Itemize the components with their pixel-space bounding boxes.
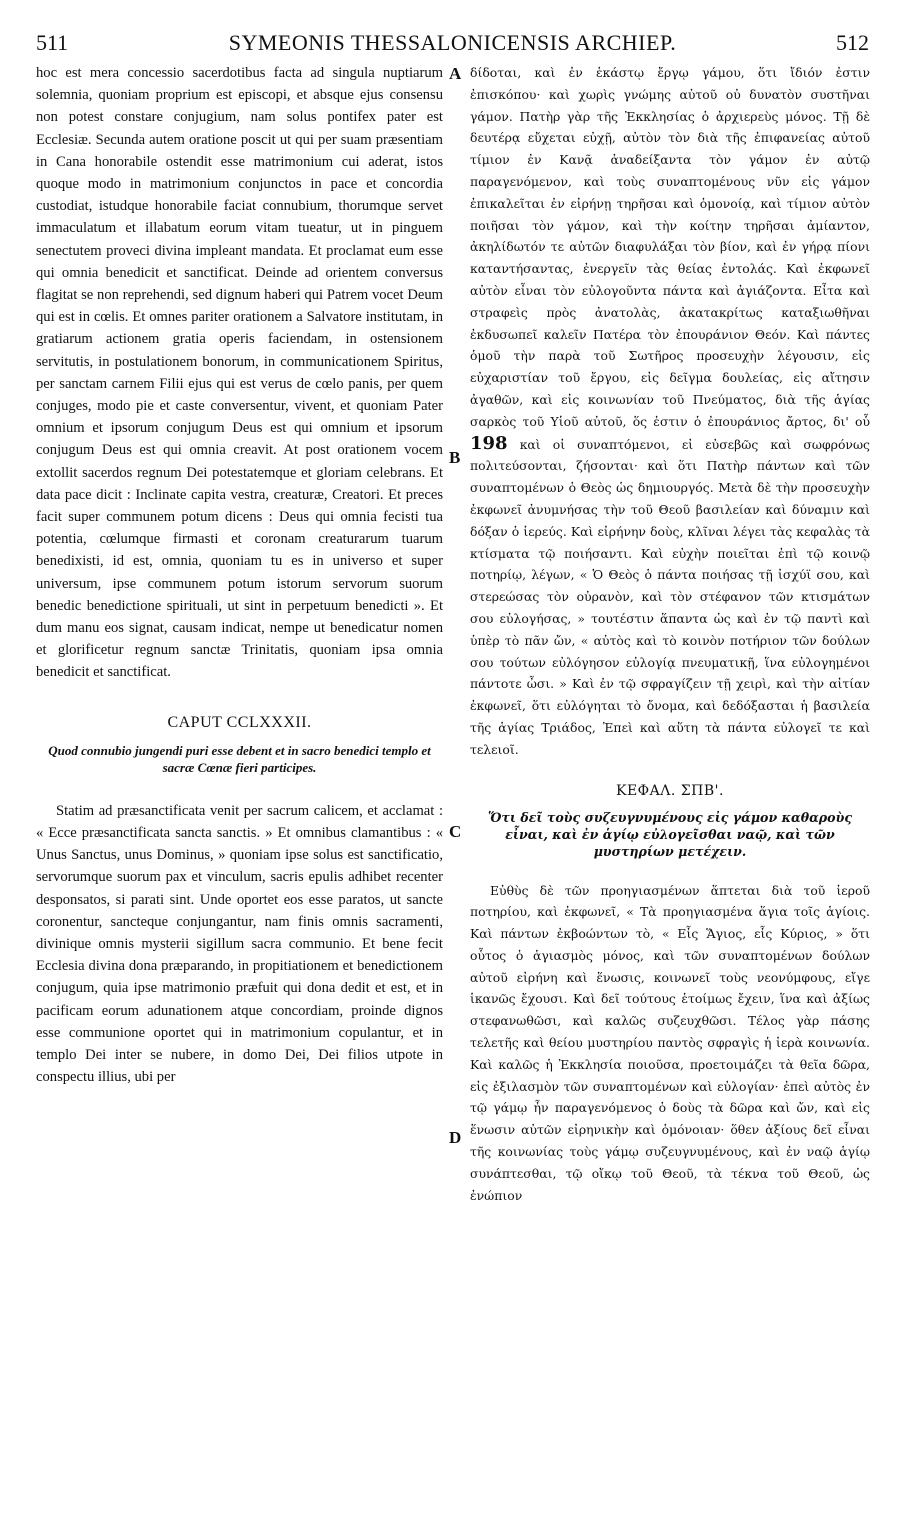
running-title: SYMEONIS THESSALONICENSIS ARCHIEP.: [228, 30, 677, 55]
margin-letter-a: A: [449, 64, 462, 83]
page-number-left: 511: [36, 30, 69, 55]
greek-paragraph-2: Εὐθὺς δὲ τῶν προηγιασμένων ἅπτεται διὰ τοῦ ἱεροῦ ποτηρίου, καὶ ἐκφωνεῖ, « Τὰ προηγιασμένα ἅγια τοῖς ἁγίοις. Καὶ πάντων ἐκβοώντων τὸ, « Εἷς Ἅγιος, εἷς Κύριος, » ὅτι οὗτος ὁ ἁγιασμὸς μόνος, καὶ τῶν συναπτομένων δούλων αὐτοῦ εἰρήνη καὶ ἕνωσις, κοινωνεῖ τοὺς νεονύμφους, εἴγε ἱκανῶς ἔχουσι. Καὶ δεῖ τούτους ἑτοίμως ἔχειν, ἵνα καὶ ἀξίως στεφανωθῶσι, καὶ καλῶς συζευχθῶσι. Τέλος γὰρ πάσης τελετῆς καὶ θείου μυστηρίου παντὸς σφραγὶς ἡ ἱερὰ κοινωνία. Καὶ καλῶς ἡ Ἐκκλησία ποιοῦσα, προετοιμάζει τὰ θεῖα δῶρα, εἰς ἐξιλασμὸν τῶν συναπτομένων καὶ εὐλογίαν· ἐπεὶ αὐτὸς ἐν τῷ γάμῳ ἦν παραγενόμενος ὁ δοὺς τὰ δῶρα καὶ ὤν, καὶ εἰς ἕνωσιν αὐτῶν εἰρηνικὴν καὶ ὁμόνοιαν· ὅθεν ἀξίους δεῖ εἶναι τῆς κοινωνίας τοὺς γάμῳ συζευγνυμένους, καὶ ἐν ναῷ ἁγίῳ συνάπτεσθαι, τῷ οἴκῳ τοῦ Θεοῦ, τὰ τέκνα τοῦ Θεοῦ, ὡς ἐνώπιον: [470, 882, 870, 1203]
margin-letter-d: D: [449, 1128, 462, 1147]
page-number-right: 512: [836, 30, 869, 55]
latin-paragraph-1: hoc est mera concessio sacerdotibus facta ad singula nuptiarum solemnia, quoniam proprium est episcopi, et absque ejus consensu non potest constare conjugium, nam solus pontifex pater est Ecclesiæ. Secunda autem oratione poscit ut qui per suam præsentiam in Cana honorabile ostendit esse matrimonium cui aderat, istos quoque modo in matrimonium conjunctos in pace et concordia custodiat, istudque honorabile faciat connubium, thorumque servet immaculatum et illabatum eorum vitam tueatur, ut in pinguem senectutem proveci divina impleant mandata. Et proclamat eum esse qui omnia benedicit et sanctificat. Deinde ad orientem conversus flagitat se non reprehendi, sed dignum haberi qui Patrem vocet Deum qui est in cœlis. Et omnes pariter orationem a Salvatore institutam, in gratiarum actionem gratia operis faciendam, in ostensionem servitutis, in postulationem bonorum, in communicationem Spiritus, per sanctam carnem Filii ejus qui est verus de cœlo panis, per quem conjuges, modo pie et caste conversentur, vivent, et quoniam Pater omnium et ipsorum conjugum Deus est qui omnium et ipsorum conjugum Deus est qui omnia creavit. At post orationem vocem extollit sacerdos regnum Dei potestatemque et gloriam celebrans. Et data pace dicit : Inclinate capita vestra, creaturæ, Creatori. Et preces facit super communem potum dicens : Deus qui omnia fecisti tua potentia, cœlumque firmasti et coronam creaturarum tuarum benedixisti, id est, omnia, quoniam tu es in universo et super universum, ipse communem potum istorum servorum suorum benedic benedictione spirituali, ut sint in perpetuum benedicti ». Et dum manu eos signat, causam indicat, nempe ut benedicatur nomen et glorificetur regnum sanctæ Trinitatis, quoniam ipsa omnia benedicit et sanctificat.: [36, 65, 443, 681]
greek-paragraph-1-part-a: δίδοται, καὶ ἐν ἑκάστῳ ἔργῳ γάμου, ὅτι ἴδιόν ἐστιν ἐπισκόπου· καὶ χωρὶς γνώμης αὐτοῦ οὐ δυνατὸν συστῆναι γάμον. Πατὴρ γὰρ τῆς Ἐκκλησίας ὁ ἀρχιερεὺς μόνος. Τῇ δὲ δευτέρᾳ εὔχεται εὐχῇ, αὐτὸν τὸν διὰ τῆς ἐπιφανείας αὐτοῦ τίμιον ἐν Κανᾷ ἀναδείξαντα τὸν γάμον ἐν αὐτῷ παραγενόμενον, καὶ τοὺς συναπτομένους νῦν εἰς γάμον ἐπικαλεῖται ἐν εἰρήνῃ τηρῆσαι καὶ ὁμονοίᾳ, καὶ τίμιον αὐτὸν ποιῆσαι τὸν γάμον, καὶ τὴν κοίτην τηρῆσαι ἀμίαντον, ἀκηλίδωτόν τε αὐτῶν διαφυλάξαι τὸν βίον, καὶ ἐν γήρᾳ πίονι καταντήσαντας, ἐνεργεῖν τὰς θείας ἐντολάς. Καὶ ἐκφωνεῖ αὐτὸν εἶναι τὸν εὐλογοῦντα πάντα καὶ ἁγιάζοντα. Εἶτα καὶ στραφεὶς πρὸς ἀνατολὰς, ἀκατακρίτως καταξιωθῆναι ἐκδυσωπεῖ καλεῖν Πατέρα τὸν ἐπουράνιον Θεόν. Καὶ πάντες ὁμοῦ τὴν παρὰ τοῦ Σωτῆρος προσευχὴν λέγουσιν, εἰς εὐχαριστίαν τοῦ ἔργου, εἰς δεῖγμα δουλείας, εἰς αἴτησιν ἀγαθῶν, καὶ εἰς κοινωνίαν τοῦ Πνεύματος, διὰ τῆς ἁγίας σαρκὸς τοῦ Υἱοῦ αὐτοῦ, ὅς ἐστιν ὁ ἐπουράνιος ἄρτος, δι' οὗ: [470, 65, 870, 429]
page-header: [36, 30, 869, 56]
greek-column: [470, 62, 870, 1522]
margin-letter-c: C: [449, 822, 462, 841]
latin-chapter-title: CAPUT CCLXXXII.: [167, 713, 312, 731]
latin-column: [36, 62, 443, 1522]
latin-chapter-argument: Quod connubio jungendi puri esse debent et in sacro benedici templo et sacræ Cœnæ fieri participes.: [48, 742, 431, 775]
latin-paragraph-2: Statim ad præsanctificata venit per sacrum calicem, et acclamat : « Ecce præsanctificata sancta sanctis. » Et omnibus clamantibus : « Unus Sanctus, unus Dominus, » quoniam ipse solus est sanctificatio, servorumque suorum pax et vinculum, sacris epulis adhibet recenter desponsatos, si parati sint. Unde oportet eos esse paratos, ut sancte coronentur, sancteque conjungantur, nam finis omnis sacramenti, divinique omnis mysterii sigillum sacra communio. Et bene fecit Ecclesia divina dona præparando, in propitiationem et benedictionem conjugum, quia ipse matrimonio præfuit qui dona dedit et est, et in pacificam eorum adunationem atque concordiam, proinde dignos esse communione oportet qui in matrimonium copulantur, et in templo Dei inter se nubere, in domo Dei, Dei filios utpote in conspectu illius, ubi per: [36, 802, 443, 1086]
greek-chapter-argument: Ὅτι δεῖ τοὺς συζευγνυμένους εἰς γάμον καθαροὺς εἶναι, καὶ ἐν ἁγίῳ εὐλογεῖσθαι ναῷ, καὶ τῶν μυστηρίων μετέχειν.: [487, 809, 852, 859]
greek-chapter-title: ΚΕΦΑΛ. ΣΠΒ'.: [616, 782, 724, 799]
greek-paragraph-1: [470, 62, 870, 761]
margin-letter-b: B: [449, 448, 461, 467]
greek-paragraph-1-part-b: καὶ οἱ συναπτόμενοι, εἰ εὐσεβῶς καὶ σωφρόνως πολιτεύσονται, ζήσονται· καὶ ὅτι Πατὴρ πάντων καὶ τῶν συναπτομένων ὁ Θεὸς ὡς δημιουργός. Μετὰ δὲ τὴν προσευχὴν ἐκφωνεῖ ἀνυμνήσας τὴν τοῦ Θεοῦ βασιλείαν καὶ δύναμιν καὶ δόξαν ὁ ἱερεύς. Καὶ εἰρήνην δοὺς, κλῖναι λέγει τὰς κεφαλὰς τὰ κτίσματα τῷ ποιήσαντι. Καὶ εὐχὴν ποιεῖται ἐπὶ τῷ κοινῷ ποτηρίῳ, λέγων, « Ὁ Θεὸς ὁ πάντα ποιήσας τῇ ἰσχύϊ σου, καὶ στερεώσας τὸν οὐρανὸν, καὶ τὸν στέφανον τῶν κτισμάτων σου εὐλογήσας, » τουτέστιν ἅπαντα ὡς καὶ ἐν τῷ παντὶ καὶ ὑπὲρ τὸ πᾶν ὤν, « αὐτὸς καὶ τὸ κοινὸν ποτήριον τῶν δούλων σου τούτων εὐλόγησον εὐλογίᾳ πνευματικῇ, ἵνα εὐλογημένοι πάντοτε ὦσι. » Καὶ ἐν τῷ σφραγίζειν τῇ χειρὶ, καὶ τὴν αἰτίαν ἐκφωνεῖ, ὅτι εὐλόγηται τὸ ὄνομα, καὶ δεδόξασται ἡ βασιλεία τῆς ἁγίας Τριάδος, Ἐπεὶ καὶ αὕτη τὰ πάντα εὐλογεῖ τε καὶ τελειοῖ.: [470, 436, 870, 757]
column-number: 198: [470, 432, 508, 454]
